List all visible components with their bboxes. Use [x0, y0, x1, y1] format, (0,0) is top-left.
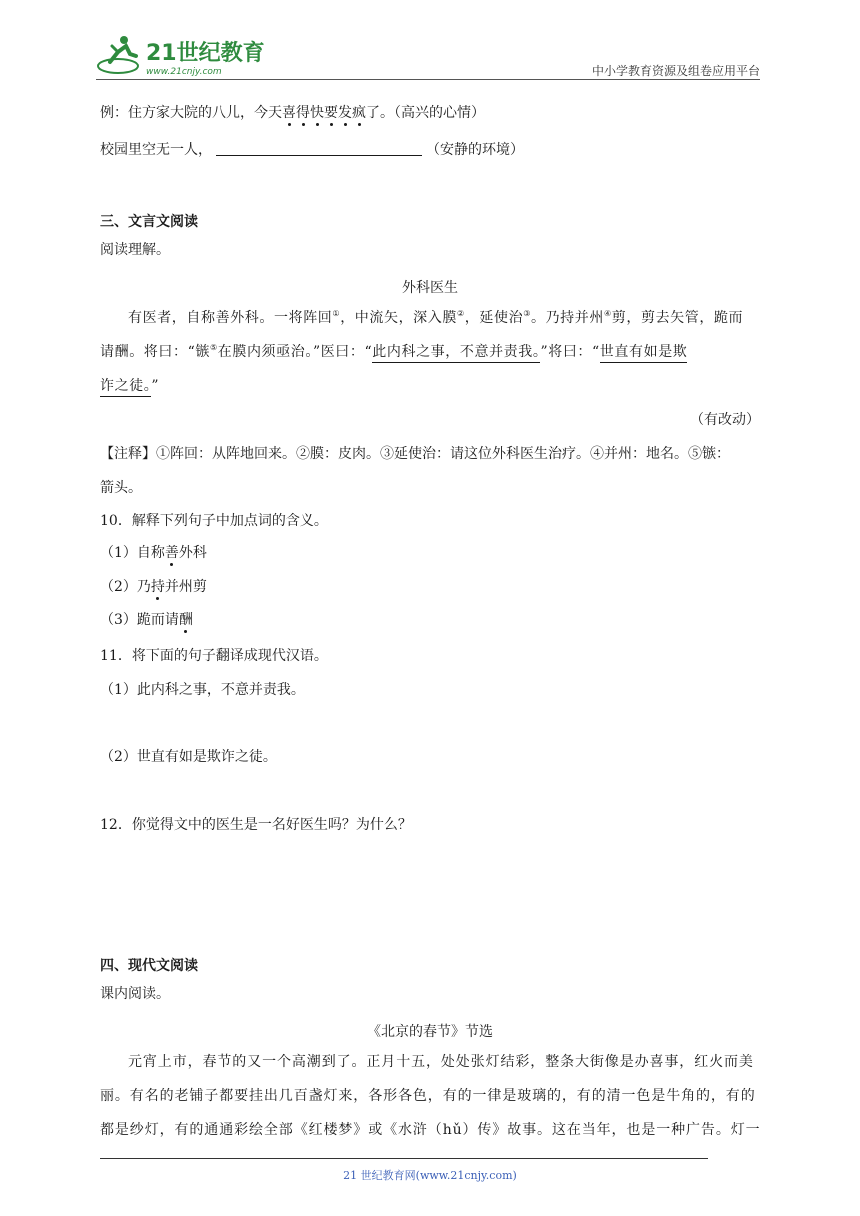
footer-divider: [100, 1158, 708, 1159]
footer-link[interactable]: 21 世纪教育网(www.21cnjy.com): [343, 1169, 517, 1182]
question-11-1: （1）此内科之事，不意并责我。: [100, 682, 305, 698]
answer-blank[interactable]: [216, 141, 422, 156]
question-10-1: （1）自称善外科: [100, 545, 207, 561]
logo-url: www.21cnjy.com: [146, 67, 222, 77]
section-4-instruction: 课内阅读。: [100, 986, 170, 1002]
passage-line-2: 请酬。将曰：“镞⑤在膜内须亟治。”医曰：“此内科之事，不意并责我。”将曰：“世直有如是欺: [100, 345, 760, 359]
section-3-heading: 三、文言文阅读: [100, 214, 198, 230]
logo-text: 21世纪教育: [146, 41, 265, 66]
passage-2-line-2: 丽。有名的老铺子都要挂出几百盏灯来，各形各色，有的一律是玻璃的，有的清一色是牛角的，有的: [100, 1088, 756, 1104]
question-10-2: （2）乃持并州剪: [100, 579, 207, 595]
notes-line-1: 【注释】①阵回：从阵地回来。②膜：皮肉。③延使治：请这位外科医生治疗。④并州：地名。⑤镞：: [100, 446, 730, 462]
passage-source: （有改动）: [690, 412, 760, 428]
question-10: 10．解释下列句子中加点词的含义。: [100, 513, 328, 529]
passage-line-1: 有医者，自称善外科。一将阵回①，中流矢，深入膜②，延使治③。乃持并州④剪，剪去矢管，跪而: [128, 309, 744, 326]
section-3-instruction: 阅读理解。: [100, 242, 170, 258]
passage-title: 外科医生: [402, 280, 458, 296]
example-line: 例：住方家大院的八儿，今天喜得快要发疯了。（高兴的心情）: [100, 105, 485, 121]
exercise-line: 校园里空无一人， （安静的环境）: [100, 142, 524, 158]
site-logo: [96, 32, 266, 78]
page-header: [96, 32, 760, 80]
question-12: 12．你觉得文中的医生是一名好医生吗？为什么？: [100, 817, 412, 833]
site-tagline: 中小学教育资源及组卷应用平台: [591, 64, 760, 78]
header-divider: [96, 79, 760, 80]
passage-line-3: 诈之徒。”: [100, 379, 760, 393]
passage-title-2: 《北京的春节》节选: [367, 1024, 493, 1040]
question-11: 11．将下面的句子翻译成现代汉语。: [100, 648, 328, 664]
passage-2-line-3: 都是纱灯，有的通通彩绘全部《红楼梦》或《水浒（hǔ）传》故事。这在当年，也是一种广告。灯一: [100, 1122, 761, 1138]
notes-line-2: 箭头。: [100, 480, 142, 496]
question-10-3: （3）跪而请酬: [100, 612, 193, 628]
passage-2-line-1: 元宵上市，春节的又一个高潮到了。正月十五，处处张灯结彩，整条大街像是办喜事，红火而美: [128, 1054, 754, 1070]
question-11-2: （2）世直有如是欺诈之徒。: [100, 749, 277, 765]
section-4-heading: 四、现代文阅读: [100, 958, 198, 974]
